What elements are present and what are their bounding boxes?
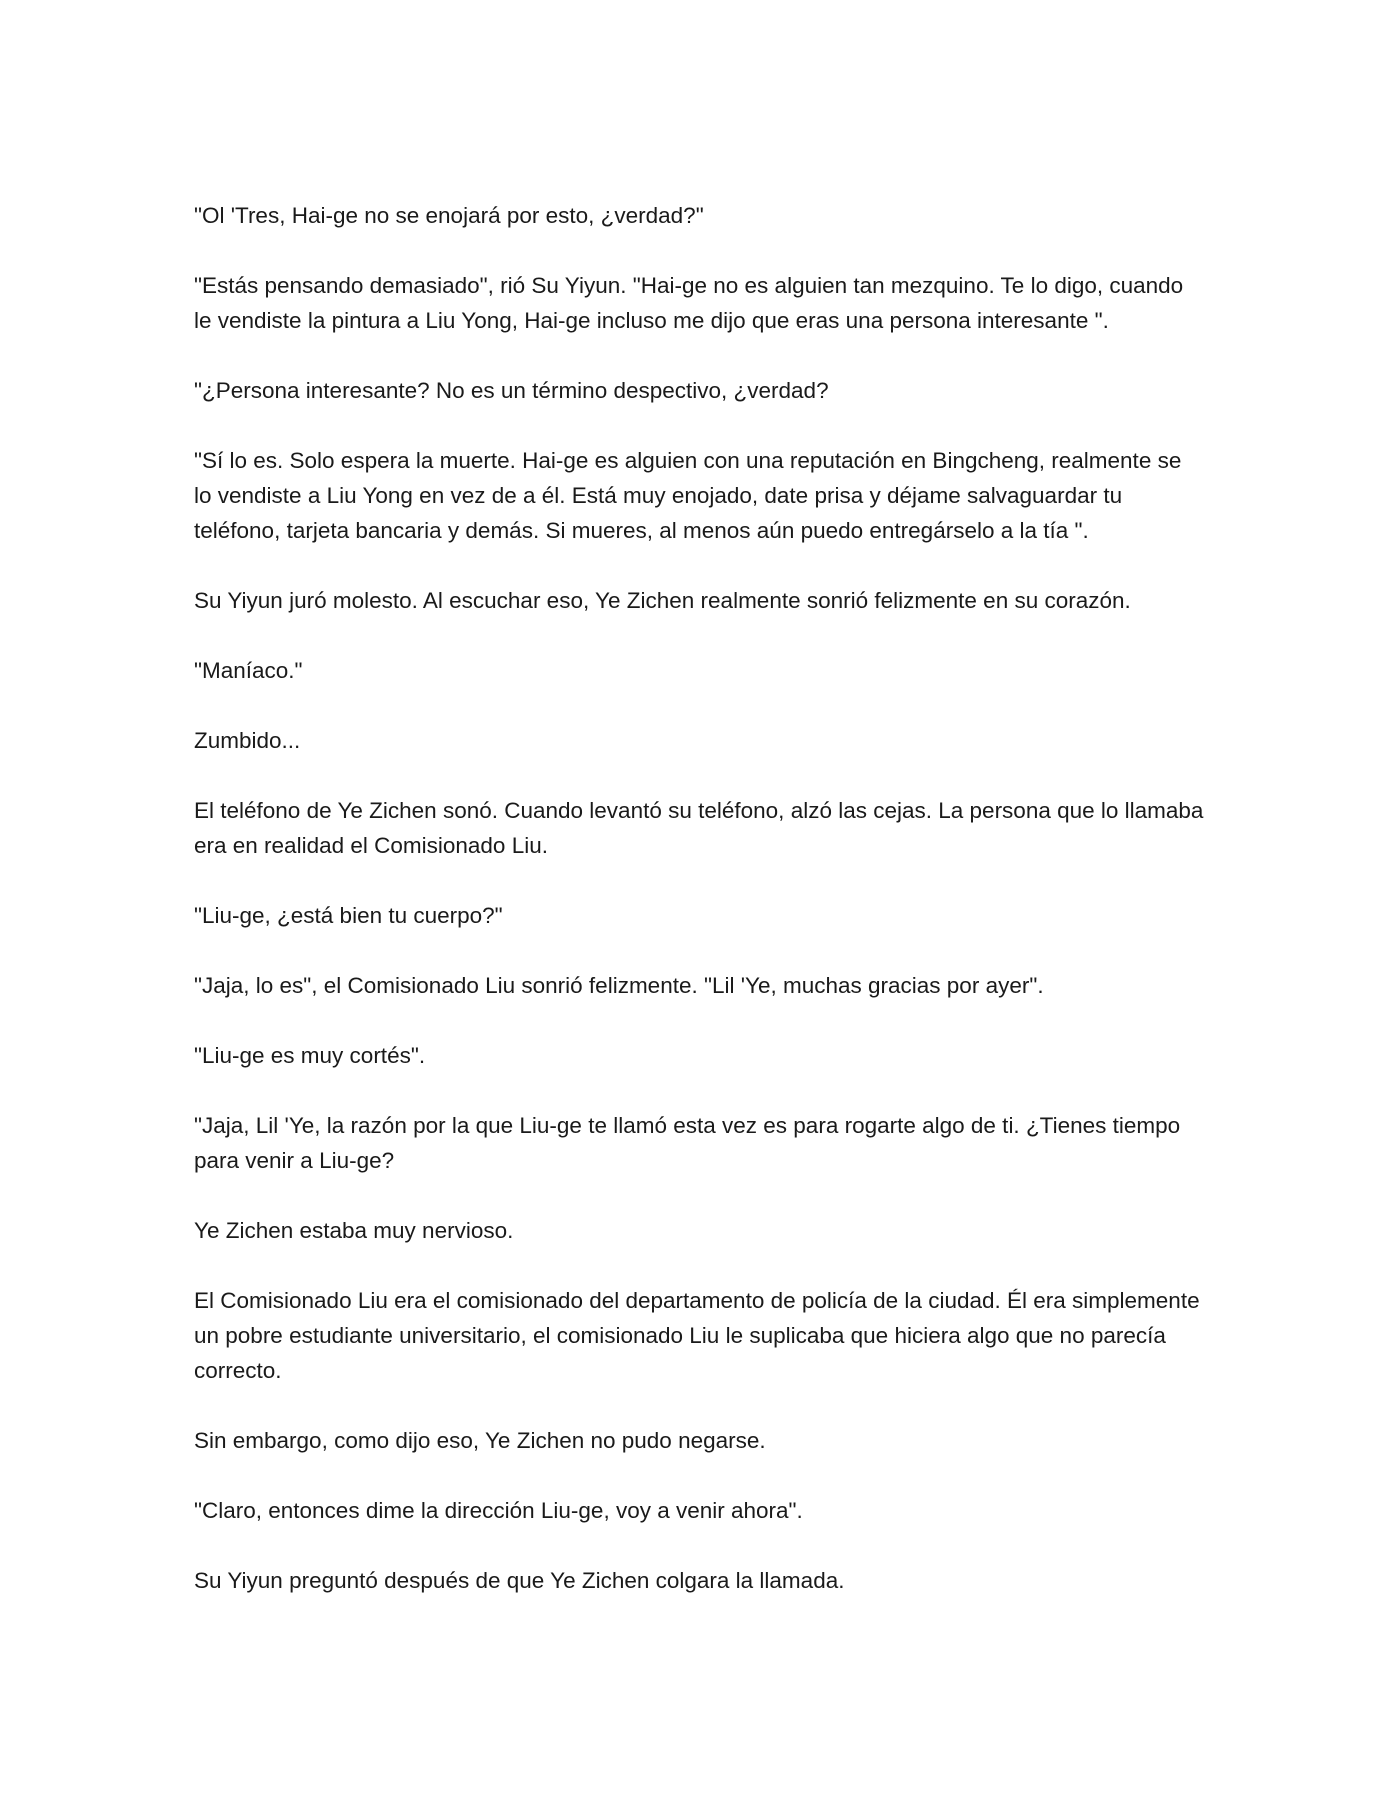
paragraph-15: Sin embargo, como dijo eso, Ye Zichen no pudo negarse. bbox=[194, 1428, 766, 1453]
paragraph-6: "Maníaco." bbox=[194, 658, 303, 683]
paragraph-1: "Ol 'Tres, Hai-ge no se enojará por esto, ¿verdad?" bbox=[194, 203, 704, 228]
paragraph-2: "Estás pensando demasiado", rió Su Yiyun. "Hai-ge no es alguien tan mezquino. Te lo digo, cuando le vendiste la pintura a Liu Yong, Hai-ge incluso me dijo que eras una persona interesante ". bbox=[194, 273, 1184, 333]
paragraph-14: El Comisionado Liu era el comisionado del departamento de policía de la ciudad. Él era simplemente un pobre estudiante universitario, el comisionado Liu le suplicaba que hiciera algo que no parecía correcto. bbox=[194, 1288, 1200, 1383]
paragraph-9: "Liu-ge, ¿está bien tu cuerpo?" bbox=[194, 903, 503, 928]
paragraph-7: Zumbido... bbox=[194, 728, 301, 753]
paragraph-3: "¿Persona interesante? No es un término despectivo, ¿verdad? bbox=[194, 378, 829, 403]
paragraph-12: "Jaja, Lil 'Ye, la razón por la que Liu-ge te llamó esta vez es para rogarte algo de ti. ¿Tienes tiempo para venir a Liu-ge? bbox=[194, 1113, 1181, 1173]
paragraph-11: "Liu-ge es muy cortés". bbox=[194, 1043, 426, 1068]
paragraph-10: "Jaja, lo es", el Comisionado Liu sonrió felizmente. "Lil 'Ye, muchas gracias por ayer". bbox=[194, 973, 1044, 998]
paragraph-4: "Sí lo es. Solo espera la muerte. Hai-ge es alguien con una reputación en Bingcheng, realmente se lo vendiste a Liu Yong en vez de a él. Está muy enojado, date prisa y déjame salvaguardar tu teléfono, tarjeta bancaria y demás. Si mueres, al menos aún puedo entregárselo a la tía ". bbox=[194, 448, 1182, 543]
paragraph-13: Ye Zichen estaba muy nervioso. bbox=[194, 1218, 514, 1243]
paragraph-17: Su Yiyun preguntó después de que Ye Zichen colgara la llamada. bbox=[194, 1568, 845, 1593]
paragraph-16: "Claro, entonces dime la dirección Liu-ge, voy a venir ahora". bbox=[194, 1498, 803, 1523]
document-body bbox=[194, 198, 1204, 1633]
paragraph-5: Su Yiyun juró molesto. Al escuchar eso, Ye Zichen realmente sonrió felizmente en su corazón. bbox=[194, 588, 1131, 613]
paragraph-8: El teléfono de Ye Zichen sonó. Cuando levantó su teléfono, alzó las cejas. La persona que lo llamaba era en realidad el Comisionado Liu. bbox=[194, 798, 1204, 858]
